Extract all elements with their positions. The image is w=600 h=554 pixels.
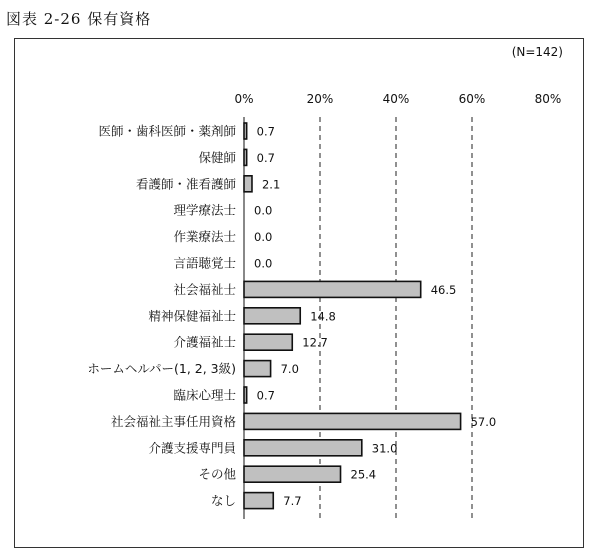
category-label: 社会福祉士 [173,281,236,297]
category-label: 看護師・准看護師 [135,176,236,192]
category-label: 介護福祉士 [173,334,236,350]
value-label: 31.0 [371,441,398,456]
bar [244,176,252,192]
bar [244,308,300,324]
category-label: 介護支援専門員 [148,440,236,456]
x-tick-label: 0% [234,92,254,106]
category-label: 言語聴覚士 [173,255,236,271]
category-label: 臨床心理士 [173,387,236,403]
value-label: 0.7 [256,388,275,403]
bar [244,466,341,482]
figure-title: 図表 2-26 保有資格 [6,10,152,28]
bar [244,334,292,350]
value-label: 14.8 [310,309,336,324]
value-label: 12.7 [302,335,328,350]
bar [244,440,362,456]
category-label: 医師・歯科医師・薬剤師 [98,123,236,139]
bar [244,149,247,165]
value-label: 7.0 [280,362,299,377]
value-label: 0.7 [256,124,275,139]
x-tick-label: 80% [534,92,562,106]
category-label: 作業療法士 [173,229,236,245]
value-label: 0.0 [254,256,273,271]
category-label: 精神保健福祉士 [148,308,236,324]
x-tick-label: 20% [306,92,334,106]
bar [244,493,273,509]
x-tick-label: 60% [458,92,486,106]
category-label: 理学療法士 [173,202,236,218]
value-label: 57.0 [470,414,497,429]
category-label: 保健師 [198,149,236,165]
category-label: その他 [198,466,236,482]
sample-size-note: (N=142) [511,45,563,59]
value-label: 2.1 [261,177,281,192]
value-label: 46.5 [430,282,457,297]
value-label: 25.4 [350,467,377,482]
chart-frame [14,38,584,548]
category-label: ホームヘルパー(1, 2, 3級) [87,361,236,377]
value-label: 0.0 [254,230,273,245]
bar [244,413,461,429]
bar [244,123,247,139]
value-label: 7.7 [283,494,302,509]
bar-chart [15,39,585,549]
value-label: 0.0 [254,203,273,218]
category-label: なし [210,493,236,509]
bar [244,281,421,297]
bar [244,387,247,403]
category-label: 社会福祉主事任用資格 [110,413,236,429]
bar [244,361,271,377]
value-label: 0.7 [256,150,275,165]
x-tick-label: 40% [382,92,410,106]
